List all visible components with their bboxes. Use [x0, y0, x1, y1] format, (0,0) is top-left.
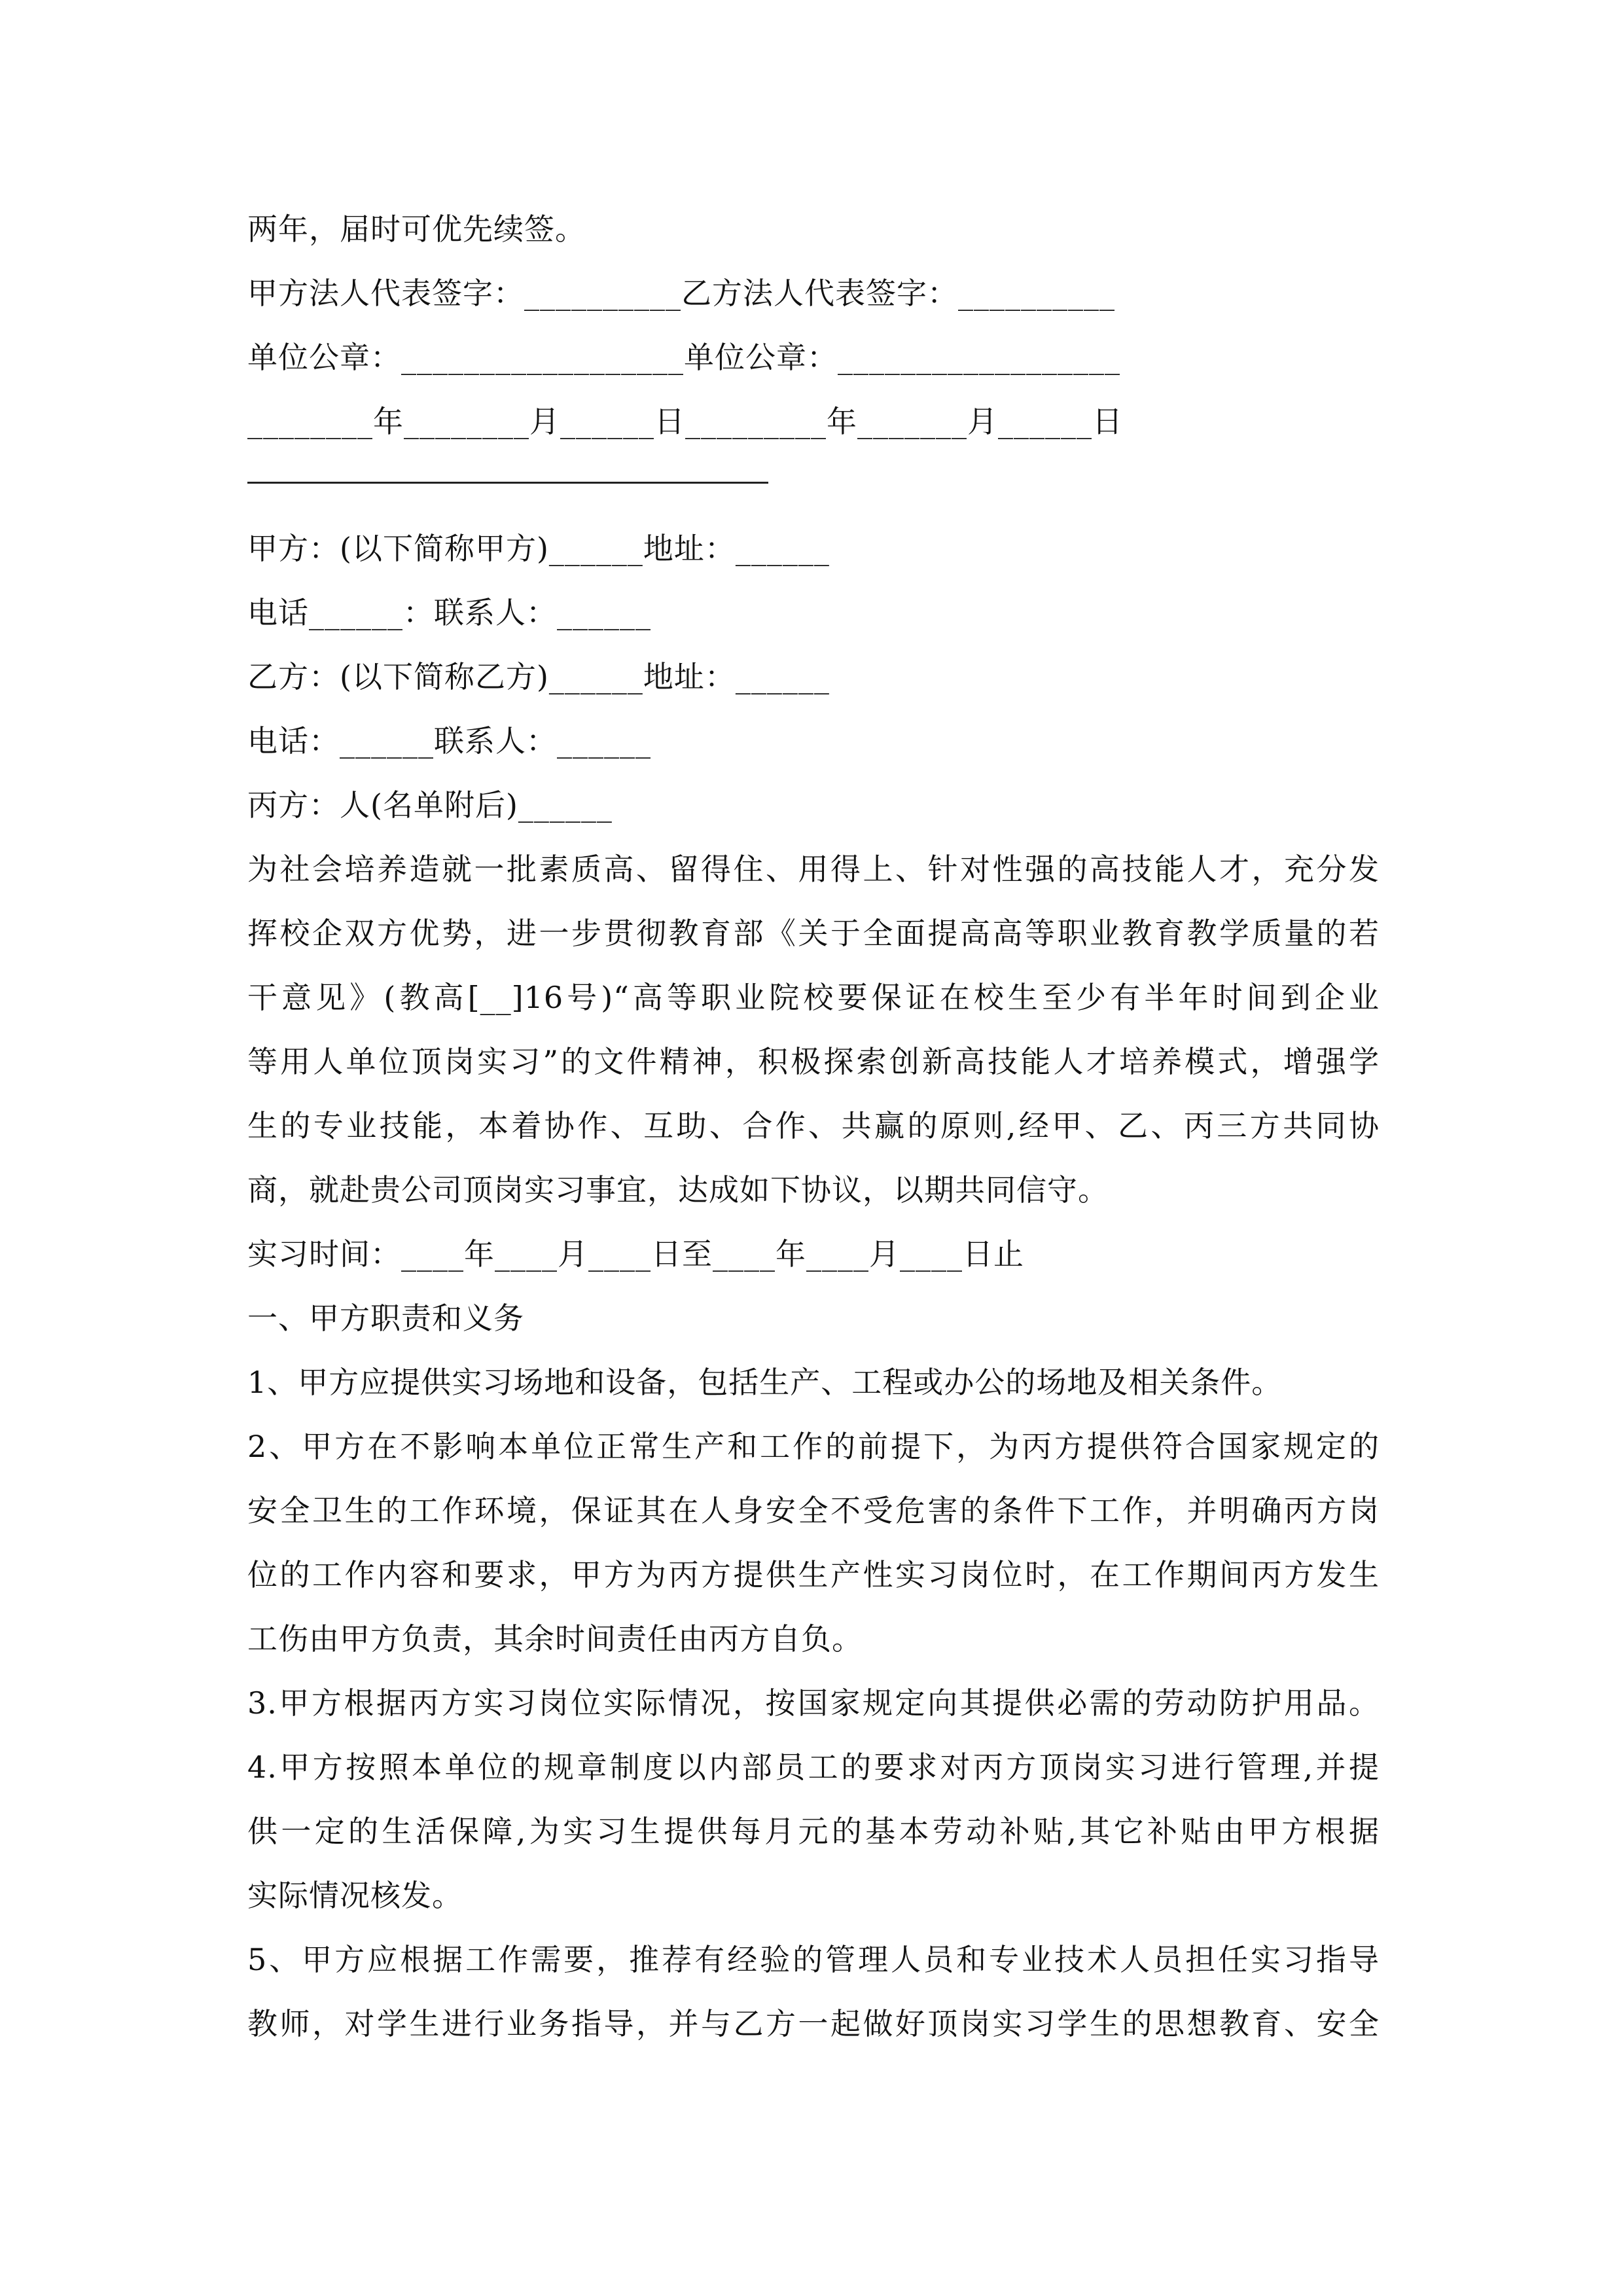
- text-line-preamble-5: 生的专业技能，本着协作、互助、合作、共赢的原则,经甲、乙、丙三方共同协: [247, 1108, 1380, 1143]
- text-line-clause-4-a: 4.甲方按照本单位的规章制度以内部员工的要求对丙方顶岗实习进行管理,并提: [247, 1749, 1380, 1785]
- section-heading-party-a-duties: 一、甲方职责和义务: [247, 1300, 524, 1336]
- text-line-clause-1: 1、甲方应提供实习场地和设备，包括生产、工程或办公的场地及相关条件。: [247, 1365, 1283, 1400]
- text-line-preamble-2: 挥校企双方优势，进一步贯彻教育部《关于全面提高高等职业教育教学质量的若: [247, 916, 1380, 951]
- section-divider: [247, 482, 768, 484]
- text-line-clause-3: 3.甲方根据丙方实习岗位实际情况，按国家规定向其提供必需的劳动防护用品。: [247, 1685, 1380, 1721]
- text-line-clause-4-b: 供一定的生活保障,为实习生提供每月元的基本劳动补贴,其它补贴由甲方根据: [247, 1814, 1380, 1849]
- text-line-clause-4-c: 实际情况核发。: [247, 1878, 463, 1913]
- text-line-sign-dates: ________年________月______日_________年_______月______日: [247, 404, 1123, 439]
- text-line-preamble-1: 为社会培养造就一批素质高、留得住、用得上、针对性强的高技能人才，充分发: [247, 852, 1380, 887]
- text-line-party-c: 丙方：人(名单附后)______: [247, 787, 613, 823]
- text-line-party-a-contact: 电话______：联系人：______: [247, 595, 651, 630]
- text-line-clause-5-b: 教师，对学生进行业务指导，并与乙方一起做好顶岗实习学生的思想教育、安全: [247, 2006, 1380, 2041]
- text-line-clause-2-c: 位的工作内容和要求，甲方为丙方提供生产性实习岗位时，在工作期间丙方发生: [247, 1557, 1380, 1592]
- text-line-legal-rep-signatures: 甲方法人代表签字：__________乙方法人代表签字：__________: [247, 276, 1115, 311]
- text-line-party-b-contact: 电话：______联系人：______: [247, 723, 651, 759]
- text-line-clause-5-a: 5、甲方应根据工作需要，推荐有经验的管理人员和专业技术人员担任实习指导: [247, 1942, 1380, 1977]
- text-line-clause-2-d: 工伤由甲方负责，其余时间责任由丙方自负。: [247, 1621, 863, 1657]
- text-line-clause-2-b: 安全卫生的工作环境，保证其在人身安全不受危害的条件下工作，并明确丙方岗: [247, 1493, 1380, 1528]
- text-line-preamble-6: 商，就赴贵公司顶岗实习事宜，达成如下协议，以期共同信守。: [247, 1172, 1109, 1208]
- text-line-preamble-4: 等用人单位顶岗实习”的文件精神，积极探索创新高技能人才培养模式，增强学: [247, 1044, 1380, 1079]
- text-line-company-seals: 单位公章：__________________单位公章：__________________: [247, 340, 1120, 375]
- text-line-party-b: 乙方：(以下简称乙方)______地址：______: [247, 659, 830, 694]
- text-line-clause-2-a: 2、甲方在不影响本单位正常生产和工作的前提下，为丙方提供符合国家规定的: [247, 1429, 1380, 1464]
- text-line-continuation: 两年，届时可优先续签。: [247, 211, 586, 247]
- text-line-preamble-3: 干意见》(教高[__]16号)“高等职业院校要保证在校生至少有半年时间到企业: [247, 980, 1380, 1015]
- text-line-internship-period: 实习时间：____年____月____日至____年____月____日止: [247, 1236, 1024, 1272]
- text-line-party-a: 甲方：(以下简称甲方)______地址：______: [247, 531, 830, 566]
